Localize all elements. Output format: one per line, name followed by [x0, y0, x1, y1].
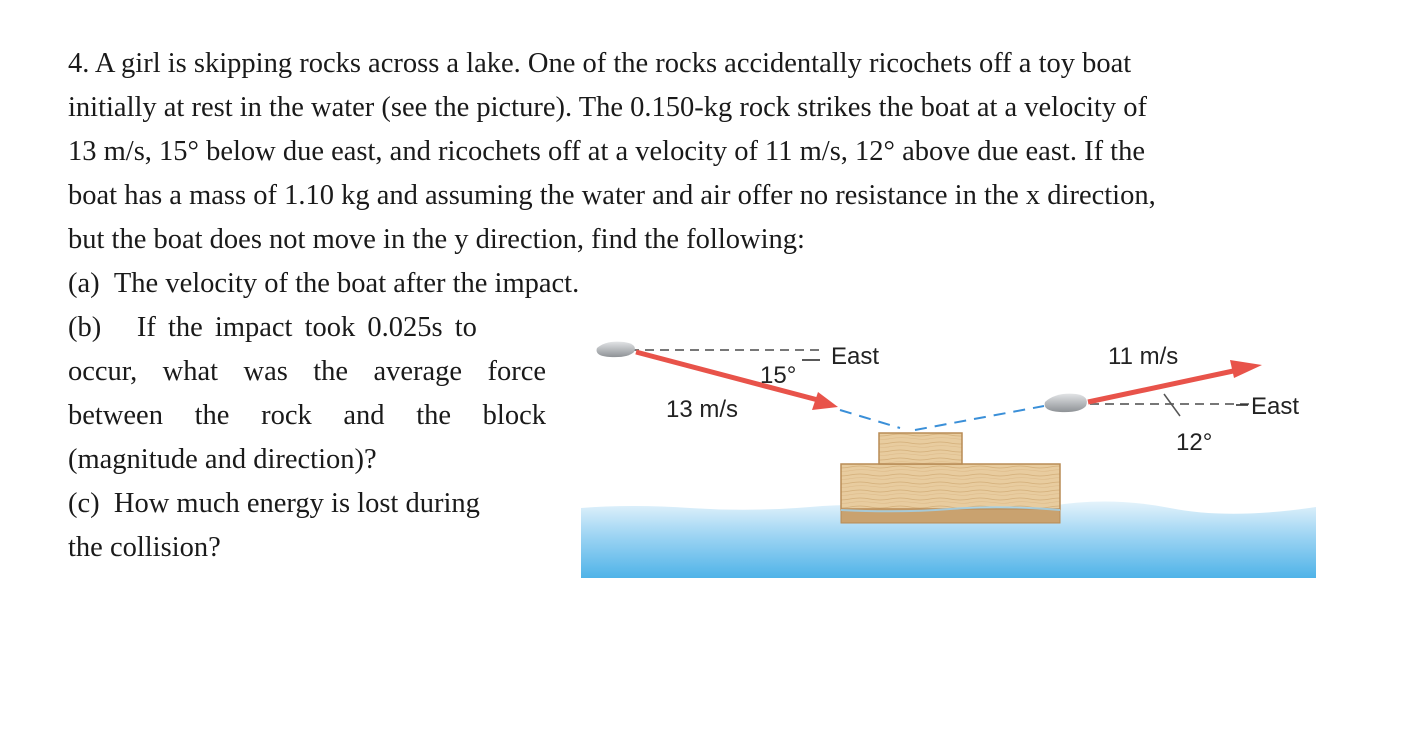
part-a-label: (a) [68, 268, 100, 299]
outgoing-east-label: East [1251, 393, 1300, 420]
problem-line-3: 13 m/s, 15° below due east, and ricochets off at a velocity of 11 m/s, 12° above due east. If the [68, 136, 1146, 167]
rock-boat-figure [570, 320, 1330, 590]
problem-line-1: 4. A girl is skipping rocks across a lake. One of the rocks accidentally ricochets off a toy boat [68, 48, 1132, 79]
problem-line-2: initially at rest in the water (see the picture). The 0.150-kg rock strikes the boat at a velocity of [68, 92, 1147, 123]
incoming-rock [597, 342, 635, 358]
toy-boat [841, 433, 1060, 523]
part-b-text-1: If the impact took 0.025s to [136, 312, 477, 343]
outgoing-angle-label: 12° [1176, 429, 1213, 456]
part-b-line-3: between the rock and the block [68, 400, 546, 431]
outgoing-rock [1045, 394, 1087, 412]
incoming-angle-label: 15° [760, 362, 797, 389]
part-b-label: (b) [68, 312, 102, 343]
part-c-label: (c) [68, 488, 100, 519]
problem-line-4: boat has a mass of 1.10 kg and assuming the water and air offer no resistance in the x direction, [68, 180, 1156, 211]
problem-line-5: but the boat does not move in the y direction, find the following: [68, 224, 805, 255]
part-b-line-4: (magnitude and direction)? [68, 444, 377, 475]
part-c-line-2: the collision? [68, 532, 221, 563]
outgoing-speed-label: 11 m/s [1108, 343, 1179, 370]
part-c-text-1: How much energy is lost during [113, 488, 480, 519]
incoming-speed-label: 13 m/s [666, 396, 739, 423]
part-b-line-2: occur, what was the average force [68, 356, 546, 387]
part-a-text: The velocity of the boat after the impact. [113, 268, 580, 299]
part-a [68, 262, 1156, 306]
outgoing-path [915, 406, 1044, 430]
incoming-east-label: East [831, 343, 880, 370]
